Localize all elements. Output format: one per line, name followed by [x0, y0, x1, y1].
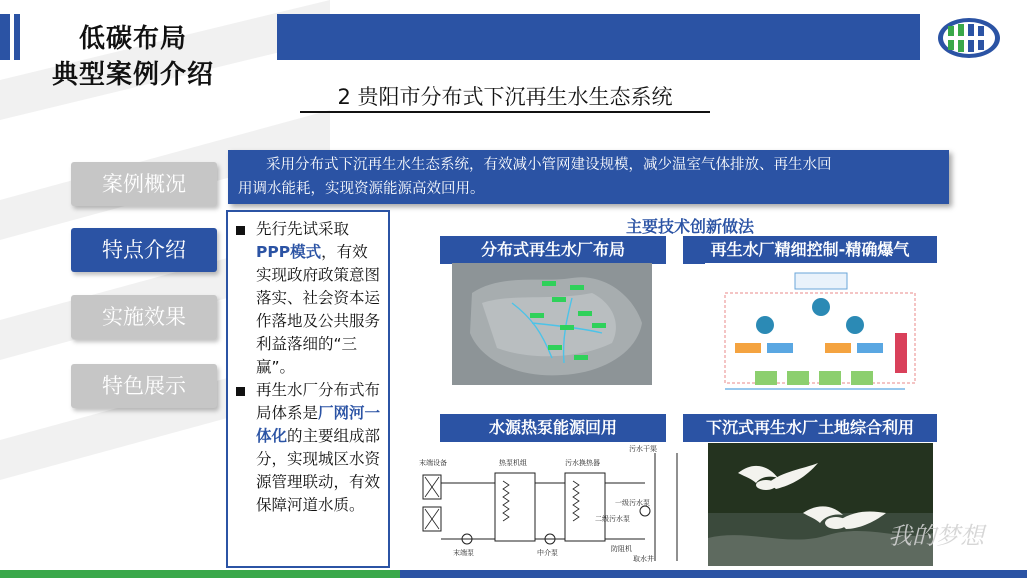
- panel-label-aeration: 再生水厂精细控制-精确爆气: [683, 236, 937, 264]
- footer-bar-blue: [400, 570, 1027, 578]
- nav-item-overview[interactable]: 案例概况: [71, 162, 217, 206]
- panel-label-distributed: 分布式再生水厂布局: [440, 236, 666, 264]
- section-title-line1: 低碳布局: [78, 24, 187, 54]
- bullet2-text-pre: 再生水厂分布式布局体系是: [256, 381, 381, 422]
- bullet1-highlight: PPP模式: [256, 243, 322, 261]
- summary-line2: 用调水能耗，实现资源能源高效回用。: [238, 181, 485, 197]
- header-bar: [277, 14, 920, 60]
- bullet-distributed: [236, 379, 382, 517]
- schem-label-sewage-exchanger: 污水换热器: [565, 459, 600, 467]
- panel-label-land-use: 下沉式再生水厂土地综合利用: [683, 414, 937, 442]
- bullet-square-icon: [236, 387, 245, 396]
- case-title: 2 贵阳市分布式下沉再生水生态系统: [300, 83, 710, 113]
- section-title-line2: 典型案例介绍: [51, 60, 214, 90]
- company-logo: [936, 16, 1002, 60]
- aeration-control-diagram: [705, 263, 937, 411]
- plant-distribution-map: [452, 263, 652, 385]
- schem-label-pump1: 一级污水泵: [615, 499, 650, 507]
- nav-item-results[interactable]: 实施效果: [71, 295, 217, 339]
- nav-item-features[interactable]: 特点介绍: [71, 228, 217, 272]
- schem-label-heat-pump-unit: 热泵机组: [499, 459, 527, 467]
- schem-label-end-device: 末端设备: [419, 459, 447, 467]
- nav-item-showcase[interactable]: 特色展示: [71, 364, 217, 408]
- panel-label-heatpump: 水源热泵能源回用: [440, 414, 666, 442]
- bullet2-highlight: 厂网河一体化: [256, 404, 381, 445]
- left-accent-bar-thin: [14, 14, 20, 60]
- schem-label-end-pump: 末端泵: [453, 549, 474, 557]
- watermark-text: 我的梦想: [888, 522, 984, 550]
- bullet2-text-post: 的主要组成部分，实现城区水资源管理联动，有效保障河道水质。: [256, 427, 381, 514]
- schem-label-sewage-main: 污水干渠: [629, 445, 657, 453]
- summary-box: [228, 150, 949, 204]
- summary-line1: 采用分布式下沉再生水生态系统，有效减小管网建设规模，减少温室气体排放、再生水回: [266, 157, 832, 173]
- schem-label-intake-well: 取水井: [633, 555, 654, 563]
- tech-title: 主要技术创新做法: [625, 217, 754, 236]
- bullet1-text-post: ，有效实现政府政策意图落实、社会资本运作落地及公共服务利益落细的“三赢”。: [256, 243, 381, 376]
- heat-pump-schematic: [415, 443, 685, 566]
- schem-label-blocker: 防阻机: [611, 545, 632, 553]
- bullet1-text-pre: 先行先试采取: [256, 220, 350, 238]
- feature-bullets: [226, 210, 390, 568]
- schem-label-mid-pump: 中介泵: [537, 549, 558, 557]
- bullet-square-icon: [236, 226, 245, 235]
- schem-label-pump2: 二级污水泵: [595, 515, 630, 523]
- bullet-ppp: [236, 218, 382, 379]
- left-accent-bar: [0, 14, 10, 60]
